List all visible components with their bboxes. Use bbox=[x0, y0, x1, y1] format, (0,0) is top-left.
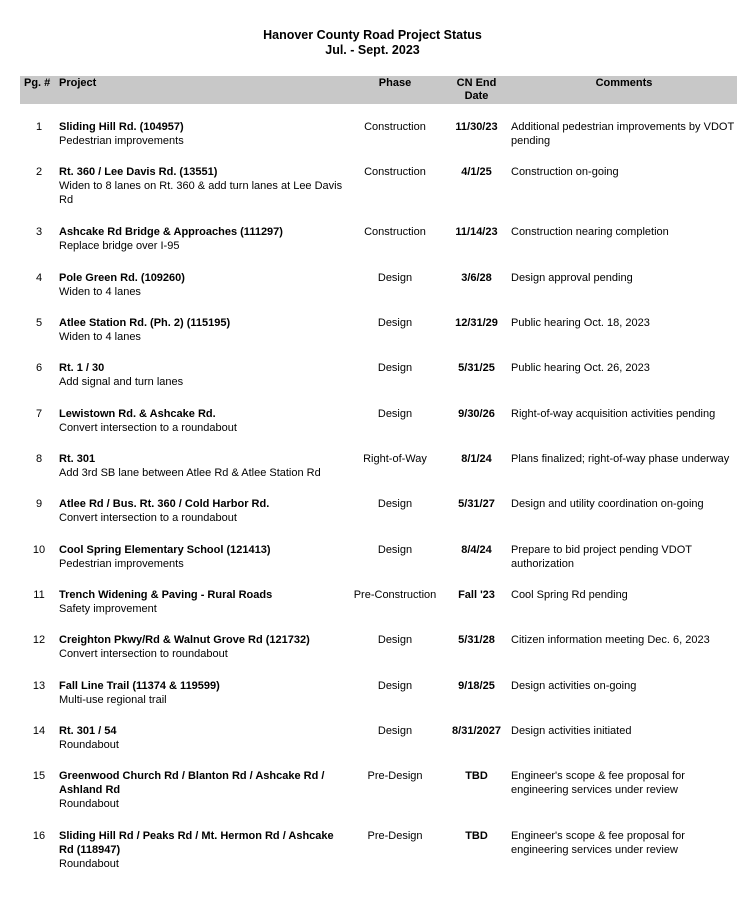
project-name: Greenwood Church Rd / Blanton Rd / Ashcake Rd / Ashland Rd bbox=[59, 770, 325, 796]
row-comments: Construction nearing completion bbox=[511, 226, 669, 238]
row-project bbox=[59, 633, 349, 661]
row-page-number: 14 bbox=[32, 725, 46, 737]
project-description: Pedestrian improvements bbox=[59, 135, 184, 147]
project-description: Safety improvement bbox=[59, 603, 157, 615]
project-description: Add signal and turn lanes bbox=[59, 376, 184, 388]
row-page-number: 6 bbox=[35, 362, 43, 374]
project-description: Widen to 8 lanes on Rt. 360 & add turn lanes at Lee Davis Rd bbox=[59, 180, 343, 206]
row-comments: Construction on-going bbox=[511, 166, 619, 178]
row-cn-end-date: 12/31/29 bbox=[455, 317, 498, 329]
project-description: Roundabout bbox=[59, 858, 119, 870]
row-phase: Design bbox=[377, 272, 413, 284]
project-description: Convert intersection to a roundabout bbox=[59, 512, 237, 524]
column-header-phase: Phase bbox=[378, 77, 412, 89]
row-page-number: 11 bbox=[33, 589, 45, 601]
row-comments: Design and utility coordination on-going bbox=[511, 498, 704, 510]
row-page-number: 8 bbox=[35, 453, 43, 465]
row-phase: Design bbox=[377, 362, 413, 374]
project-description: Widen to 4 lanes bbox=[59, 331, 141, 343]
row-cn-end-date: TBD bbox=[465, 770, 488, 782]
project-name: Rt. 1 / 30 bbox=[59, 362, 105, 374]
row-project bbox=[59, 497, 349, 525]
project-name: Pole Green Rd. (109260) bbox=[59, 272, 185, 284]
row-comments: Plans finalized; right-of-way phase underway bbox=[511, 453, 730, 465]
row-cn-end-date: 9/30/26 bbox=[458, 408, 495, 420]
project-name: Rt. 360 / Lee Davis Rd. (13551) bbox=[59, 166, 218, 178]
row-phase: Construction bbox=[364, 121, 426, 133]
row-project bbox=[59, 165, 349, 207]
row-project bbox=[59, 829, 349, 871]
report-title bbox=[0, 28, 745, 58]
row-page-number: 4 bbox=[35, 272, 43, 284]
row-cn-end-date: 3/6/28 bbox=[461, 272, 492, 284]
row-phase: Construction bbox=[364, 226, 426, 238]
column-header-cn-end-date bbox=[440, 77, 513, 103]
row-comments: Cool Spring Rd pending bbox=[511, 589, 628, 601]
title-line-2: Jul. - Sept. 2023 bbox=[325, 43, 420, 57]
title-line-1: Hanover County Road Project Status bbox=[263, 28, 482, 42]
project-name: Lewistown Rd. & Ashcake Rd. bbox=[59, 408, 216, 420]
row-phase: Design bbox=[377, 498, 413, 510]
row-phase: Design bbox=[377, 317, 413, 329]
row-phase: Pre-Design bbox=[367, 770, 423, 782]
project-description: Roundabout bbox=[59, 798, 119, 810]
row-page-number: 13 bbox=[32, 680, 46, 692]
project-description: Multi-use regional trail bbox=[59, 694, 167, 706]
row-project bbox=[59, 588, 349, 616]
row-project bbox=[59, 769, 349, 811]
row-project bbox=[59, 543, 349, 571]
row-project bbox=[59, 225, 349, 253]
project-description: Pedestrian improvements bbox=[59, 558, 184, 570]
row-cn-end-date: Fall '23 bbox=[458, 589, 495, 601]
row-cn-end-date: 4/1/25 bbox=[461, 166, 492, 178]
project-description: Add 3rd SB lane between Atlee Rd & Atlee Station Rd bbox=[59, 467, 321, 479]
row-comments: Design activities on-going bbox=[511, 680, 637, 692]
row-phase: Design bbox=[377, 408, 413, 420]
row-phase: Design bbox=[377, 634, 413, 646]
project-name: Cool Spring Elementary School (121413) bbox=[59, 544, 271, 556]
cn-end-line-2: Date bbox=[464, 90, 489, 102]
row-project bbox=[59, 361, 349, 389]
row-project bbox=[59, 120, 349, 148]
row-phase: Design bbox=[377, 680, 413, 692]
row-page-number: 2 bbox=[35, 166, 43, 178]
row-phase: Right-of-Way bbox=[363, 453, 427, 465]
project-name: Fall Line Trail (11374 & 119599) bbox=[59, 680, 220, 692]
project-name: Atlee Rd / Bus. Rt. 360 / Cold Harbor Rd. bbox=[59, 498, 270, 510]
row-comments: Design approval pending bbox=[511, 272, 633, 284]
project-name: Rt. 301 / 54 bbox=[59, 725, 117, 737]
row-comments: Public hearing Oct. 26, 2023 bbox=[511, 362, 650, 374]
row-comments: Prepare to bid project pending VDOT authorization bbox=[511, 544, 692, 570]
project-name: Creighton Pkwy/Rd & Walnut Grove Rd (121732) bbox=[59, 634, 310, 646]
project-description: Widen to 4 lanes bbox=[59, 286, 141, 298]
row-project bbox=[59, 679, 349, 707]
column-header-comments: Comments bbox=[595, 77, 653, 89]
row-page-number: 1 bbox=[35, 121, 43, 133]
row-project bbox=[59, 316, 349, 344]
row-page-number: 16 bbox=[32, 830, 46, 842]
row-comments: Additional pedestrian improvements by VDOT pending bbox=[511, 121, 734, 147]
row-page-number: 7 bbox=[35, 408, 43, 420]
row-page-number: 10 bbox=[32, 544, 46, 556]
project-name: Sliding Hill Rd. (104957) bbox=[59, 121, 184, 133]
row-cn-end-date: 11/30/23 bbox=[455, 121, 498, 133]
row-comments: Engineer's scope & fee proposal for engineering services under review bbox=[511, 830, 685, 856]
cn-end-line-1: CN End bbox=[456, 77, 497, 89]
project-description: Replace bridge over I-95 bbox=[59, 240, 180, 252]
row-comments: Engineer's scope & fee proposal for engineering services under review bbox=[511, 770, 685, 796]
row-project bbox=[59, 724, 349, 752]
row-comments: Public hearing Oct. 18, 2023 bbox=[511, 317, 650, 329]
table-header bbox=[20, 76, 737, 104]
row-page-number: 12 bbox=[32, 634, 46, 646]
row-page-number: 15 bbox=[32, 770, 46, 782]
project-name: Sliding Hill Rd / Peaks Rd / Mt. Hermon Rd / Ashcake Rd (118947) bbox=[59, 830, 334, 856]
row-comments: Right-of-way acquisition activities pending bbox=[511, 408, 716, 420]
row-project bbox=[59, 407, 349, 435]
project-name: Trench Widening & Paving - Rural Roads bbox=[59, 589, 273, 601]
row-phase: Pre-Design bbox=[367, 830, 423, 842]
row-page-number: 5 bbox=[35, 317, 43, 329]
project-description: Convert intersection to a roundabout bbox=[59, 422, 237, 434]
project-name: Atlee Station Rd. (Ph. 2) (115195) bbox=[59, 317, 231, 329]
row-comments: Citizen information meeting Dec. 6, 2023 bbox=[511, 634, 710, 646]
row-cn-end-date: 11/14/23 bbox=[455, 226, 498, 238]
row-cn-end-date: 5/31/28 bbox=[458, 634, 495, 646]
row-cn-end-date: 5/31/27 bbox=[458, 498, 495, 510]
row-cn-end-date: TBD bbox=[465, 830, 488, 842]
row-phase: Design bbox=[377, 725, 413, 737]
project-name: Ashcake Rd Bridge & Approaches (111297) bbox=[59, 226, 283, 238]
project-name: Rt. 301 bbox=[59, 453, 96, 465]
row-phase: Pre-Construction bbox=[353, 589, 437, 601]
row-phase: Design bbox=[377, 544, 413, 556]
project-description: Roundabout bbox=[59, 739, 119, 751]
row-page-number: 9 bbox=[35, 498, 43, 510]
row-cn-end-date: 9/18/25 bbox=[458, 680, 495, 692]
row-cn-end-date: 5/31/25 bbox=[458, 362, 495, 374]
row-project bbox=[59, 452, 349, 480]
row-cn-end-date: 8/31/2027 bbox=[452, 725, 501, 737]
row-page-number: 3 bbox=[35, 226, 43, 238]
row-cn-end-date: 8/4/24 bbox=[461, 544, 492, 556]
column-header-pg: Pg. # bbox=[24, 77, 51, 89]
row-cn-end-date: 8/1/24 bbox=[461, 453, 492, 465]
row-project bbox=[59, 271, 349, 299]
row-comments: Design activities initiated bbox=[511, 725, 632, 737]
column-header-project: Project bbox=[59, 77, 97, 89]
project-description: Convert intersection to roundabout bbox=[59, 648, 228, 660]
row-phase: Construction bbox=[364, 166, 426, 178]
